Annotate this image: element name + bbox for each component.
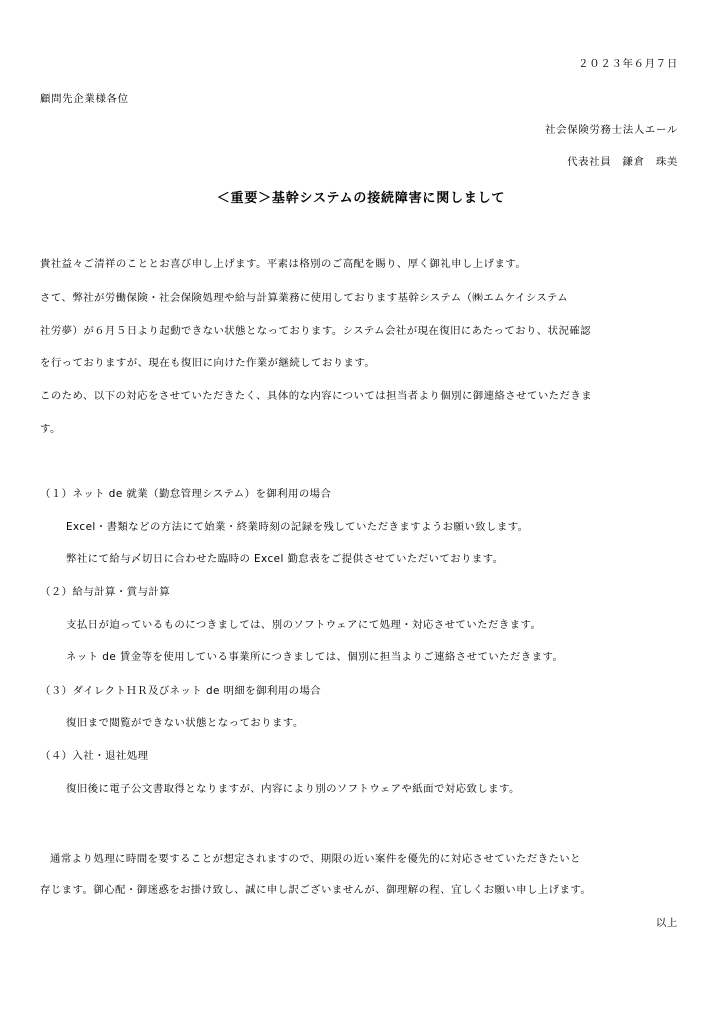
- sender-organization: 社会保険労務士法人エール: [545, 124, 678, 136]
- section-line: 復旧まで閲覧ができない状態となっております。: [66, 717, 304, 729]
- intro-line: さて、弊社が労働保険・社会保険処理や給与計算業務に使用しております基幹システム（㈱エムケイシステム: [40, 292, 569, 304]
- closing-line: 通常より処理に時間を要することが想定されますので、期限の近い案件を優先的に対応させていただきたいと: [50, 853, 581, 865]
- section-heading: （３）ダイレクトＨＲ及びネット de 明細を御利用の場合: [40, 685, 322, 697]
- sender-representative: 代表社員 鎌倉 珠美: [567, 156, 678, 168]
- addressee: 顧問先企業様各位: [40, 93, 129, 105]
- end-mark: 以上: [655, 917, 678, 929]
- section-heading: （１）ネット de 就業（勤怠管理システム）を御利用の場合: [40, 488, 332, 500]
- section-line: Excel・書類などの方法にて始業・終業時刻の記録を残していただきますようお願い致します。: [66, 521, 529, 533]
- letter-title: ＜重要＞基幹システムの接続障害に関しまして: [216, 191, 506, 206]
- intro-line: を行っておりますが、現在も復旧に向けた作業が継続しております。: [40, 357, 376, 369]
- intro-line: このため、以下の対応をさせていただきたく、具体的な内容については担当者より個別に御連絡させていただきま: [40, 390, 593, 402]
- letter-date: ２０２３年６月７日: [578, 58, 678, 70]
- section-line: ネット de 賃金等を使用している事業所につきましては、個別に担当よりご連絡させていただきます。: [66, 651, 564, 663]
- section-heading: （２）給与計算・賞与計算: [40, 586, 171, 598]
- section-heading: （４）入社・退社処理: [40, 750, 149, 762]
- section-line: 復旧後に電子公文書取得となりますが、内容により別のソフトウェアや紙面で対応致します。: [66, 783, 520, 795]
- intro-line: す。: [40, 423, 61, 435]
- intro-line: 社労夢）が６月５日より起動できない状態となっております。システム会社が現在復旧にあたっており、状況確認: [40, 325, 591, 337]
- section-line: 弊社にて給与〆切日に合わせた臨時の Excel 勤怠表をご提供させていただいております。: [66, 553, 504, 565]
- intro-line: 貴社益々ご清祥のこととお喜び申し上げます。平素は格別のご高配を賜り、厚く御礼申し上げます。: [40, 258, 527, 270]
- closing-line: 存じます。御心配・御迷惑をお掛け致し、誠に申し訳ございませんが、御理解の程、宜しくお願い申し上げます。: [40, 884, 592, 896]
- section-line: 支払日が迫っているものにつきましては、別のソフトウェアにて処理・対応させていただきます。: [66, 619, 542, 631]
